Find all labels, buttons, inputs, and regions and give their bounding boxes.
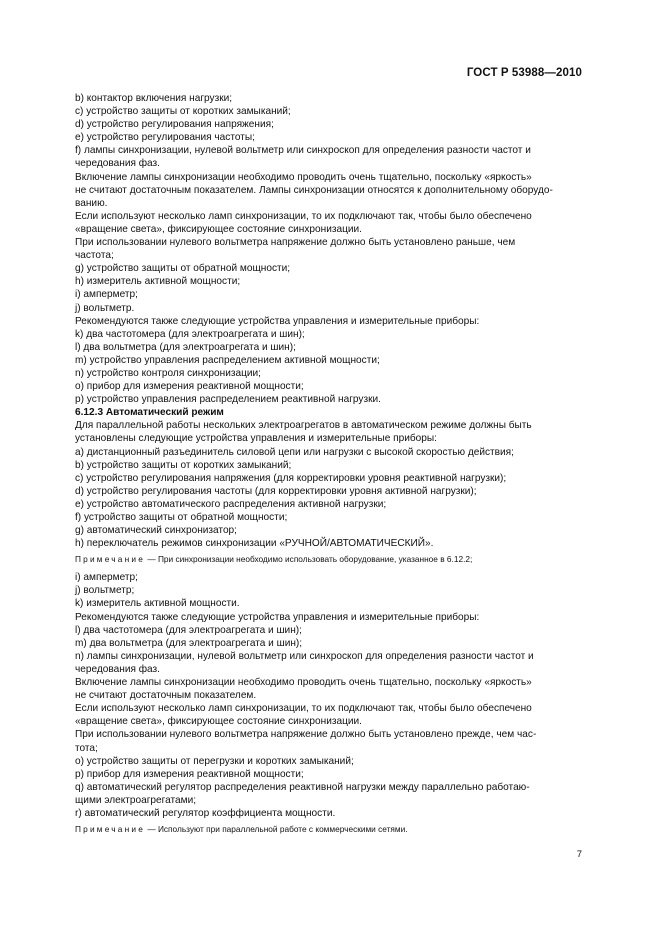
text-line: не считают достаточным показателем. Лампы синхронизации относятся к дополнительному оборудо- xyxy=(75,184,553,196)
text-line: щими электроагрегатами; xyxy=(75,794,197,806)
text-line: Включение лампы синхронизации необходимо проводить очень тщательно, поскольку «яркость» xyxy=(75,677,532,689)
text-line: o) устройство защиты от перегрузки и коротких замыканий; xyxy=(75,755,354,767)
text-line: n) лампы синхронизации, нулевой вольтметр или синхроскоп для определения разности частот и xyxy=(75,650,534,662)
text-line: установлены следующие устройства управления и измерительные приборы: xyxy=(75,433,437,445)
text-line: e) устройство регулирования частоты; xyxy=(75,132,255,144)
text-line: d) устройство регулирования напряжения; xyxy=(75,119,274,131)
note xyxy=(75,823,583,835)
note-text: — При синхронизации необходимо использовать оборудование, указанное в 6.12.2; xyxy=(145,554,473,565)
text-line: c) устройство регулирования напряжения (для корректировки уровня реактивной нагрузки); xyxy=(75,472,507,484)
text-line: q) автоматический регулятор распределения реактивной нагрузки между параллельно работаю- xyxy=(75,781,530,793)
text-line: b) устройство защиты от коротких замыканий; xyxy=(75,459,292,471)
text-line: k) два частотомера (для электроагрегата и шин); xyxy=(75,328,305,340)
text-line: чередования фаз. xyxy=(75,663,160,675)
text-line: h) переключатель режимов синхронизации «РУЧНОЙ/АВТОМАТИЧЕСКИЙ». xyxy=(75,538,434,550)
note-label: Примечание xyxy=(75,554,146,565)
text-line: g) автоматический синхронизатор; xyxy=(75,525,237,537)
section-heading: 6.12.3 Автоматический режим xyxy=(75,407,224,419)
text-line: Для параллельной работы нескольких электроагрегатов в автоматическом режиме должны быть xyxy=(75,420,532,432)
text-line: f) устройство защиты от обратной мощности; xyxy=(75,512,288,523)
text-line: r) автоматический регулятор коэффициента мощности. xyxy=(75,807,336,819)
text-line: p) прибор для измерения реактивной мощности; xyxy=(75,768,304,780)
text-line: o) прибор для измерения реактивной мощности; xyxy=(75,381,304,393)
page-number: 7 xyxy=(576,849,582,860)
text-line: c) устройство защиты от коротких замыканий; xyxy=(75,106,291,118)
text-line: h) измеритель активной мощности; xyxy=(75,276,241,288)
text-line: Рекомендуются также следующие устройства управления и измерительные приборы: xyxy=(75,315,480,327)
text-line: частота; xyxy=(75,250,114,262)
text-line: f) лампы синхронизации, нулевой вольтметр или синхроскоп для определения разности частот и xyxy=(75,145,531,157)
text-line: g) устройство защиты от обратной мощности; xyxy=(75,263,291,275)
text-line: a) дистанционный разъединитель силовой цепи или нагрузки с высокой скоростью действия; xyxy=(75,446,514,458)
text-line: e) устройство автоматического распределения активной нагрузки; xyxy=(75,498,387,510)
text-line: При использовании нулевого вольтметра напряжение должно быть установлено раньше, чем xyxy=(75,237,516,249)
note-text: — Используют при параллельной работе с коммерческими сетями. xyxy=(145,824,408,835)
text-line: j) вольтметр. xyxy=(75,302,135,314)
text-line: тота; xyxy=(75,742,98,754)
text-line: Если используют несколько ламп синхронизации, то их подключают так, чтобы было обеспечено xyxy=(75,703,532,715)
text-line: Включение лампы синхронизации необходимо проводить очень тщательно, поскольку «яркость» xyxy=(75,171,532,183)
text-line: «вращение света», фиксирующее состояние синхронизации. xyxy=(75,223,362,235)
text-line: p) устройство управления распределением реактивной нагрузки. xyxy=(75,394,381,406)
text-line: не считают достаточным показателем. xyxy=(75,690,257,702)
text-line: j) вольтметр; xyxy=(75,585,135,597)
text-line: чередования фаз. xyxy=(75,158,160,170)
text-line: «вращение света», фиксирующее состояние синхронизации. xyxy=(75,716,362,728)
page-header: ГОСТ Р 53988—2010 xyxy=(466,67,582,79)
note-label: Примечание xyxy=(75,824,146,835)
text-line: k) измеритель активной мощности. xyxy=(75,598,240,610)
note xyxy=(75,553,583,565)
text-line: ванию. xyxy=(75,197,108,209)
text-line: Рекомендуются также следующие устройства управления и измерительные приборы: xyxy=(75,611,480,623)
text-line: d) устройство регулирования частоты (для корректировки уровня активной нагрузки); xyxy=(75,485,477,497)
text-line: b) контактор включения нагрузки; xyxy=(75,93,233,104)
text-line: m) устройство управления распределением активной мощности; xyxy=(75,354,380,366)
text-line: Если используют несколько ламп синхронизации, то их подключают так, чтобы было обеспечено xyxy=(75,210,532,222)
text-line: i) амперметр; xyxy=(75,572,138,584)
document-body xyxy=(75,92,583,841)
text-line: n) устройство контроля синхронизации; xyxy=(75,367,261,379)
text-line: При использовании нулевого вольтметра напряжение должно быть установлено прежде, чем час- xyxy=(75,729,537,741)
text-line: l) два частотомера (для электроагрегата и шин); xyxy=(75,624,302,636)
text-line: i) амперметр; xyxy=(75,289,138,301)
text-line: m) два вольтметра (для электроагрегата и шин); xyxy=(75,637,303,649)
text-line: l) два вольтметра (для электроагрегата и шин); xyxy=(75,341,296,353)
